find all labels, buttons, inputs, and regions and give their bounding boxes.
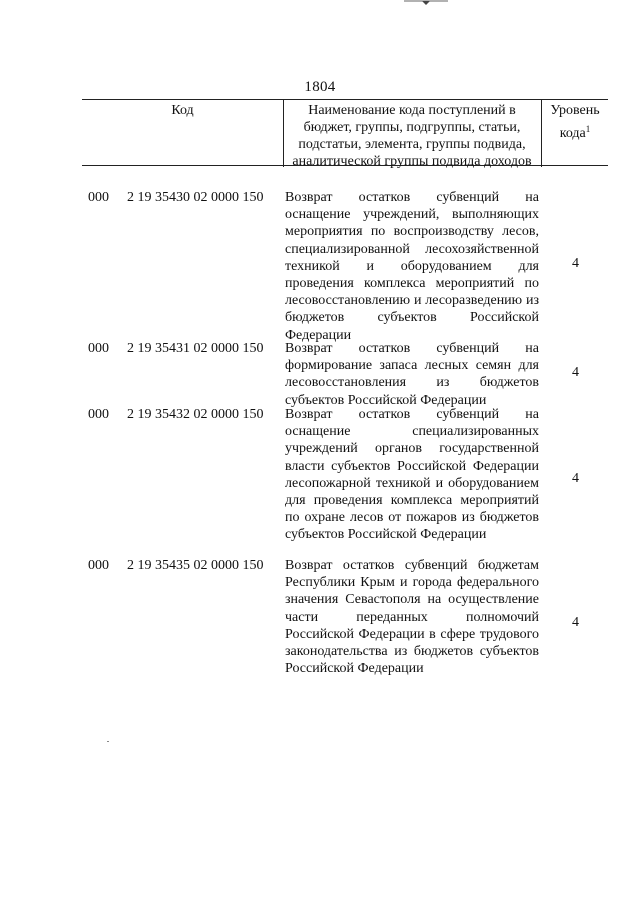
header-level <box>542 100 608 167</box>
header-code: Код <box>82 100 284 167</box>
income-name: Возврат остатков субвенций бюджетам Республики Крым и города федерального значения Севастополя на осуществление части переданных полномочий Российской Федерации в сфере трудового законодательства из бюджетов субъектов Российской Федерации <box>285 558 539 677</box>
header-level-label: Уровень кода <box>550 103 600 141</box>
income-code: 2 19 35432 02 0000 150 <box>127 407 264 422</box>
income-code: 2 19 35430 02 0000 150 <box>127 190 264 205</box>
level-value: 4 <box>572 615 579 630</box>
footnote-marker: 1 <box>585 124 591 134</box>
page-number: 1804 <box>304 79 336 95</box>
income-code: 2 19 35431 02 0000 150 <box>127 341 264 356</box>
admin-code: 000 <box>88 341 109 356</box>
income-name: Возврат остатков субвенций на оснащение учреждений, выполняющих мероприятия по воспроизводству лесов, специализированной лесохозяйственной техникой и оборудованием для проведения комплекса мероприятий по лесовосстановлению и лесоразведению из бюджетов субъектов Российской Федерации <box>285 190 539 343</box>
admin-code: 000 <box>88 558 109 573</box>
scan-speck <box>107 741 109 742</box>
level-value: 4 <box>572 365 579 380</box>
admin-code: 000 <box>88 190 109 205</box>
table-header <box>82 99 608 169</box>
top-edge-mark <box>404 0 448 6</box>
level-value: 4 <box>572 256 579 271</box>
header-name: Наименование кода поступлений в бюджет, группы, подгруппы, статьи, подстатьи, элемента, группы подвида, аналитической группы подвида доходов <box>283 100 542 167</box>
admin-code: 000 <box>88 407 109 422</box>
level-value: 4 <box>572 471 579 486</box>
income-name: Возврат остатков субвенций на формирование запаса лесных семян для лесовосстановления из бюджетов субъектов Российской Федерации <box>285 341 539 408</box>
income-name: Возврат остатков субвенций на оснащение специализированных учреждений органов государственной власти субъектов Российской Федерации лесопожарной техникой и оборудованием для проведения комплекса мероприятий по охране лесов от пожаров из бюджетов субъектов Российской Федерации <box>285 407 539 543</box>
income-code: 2 19 35435 02 0000 150 <box>127 558 264 573</box>
